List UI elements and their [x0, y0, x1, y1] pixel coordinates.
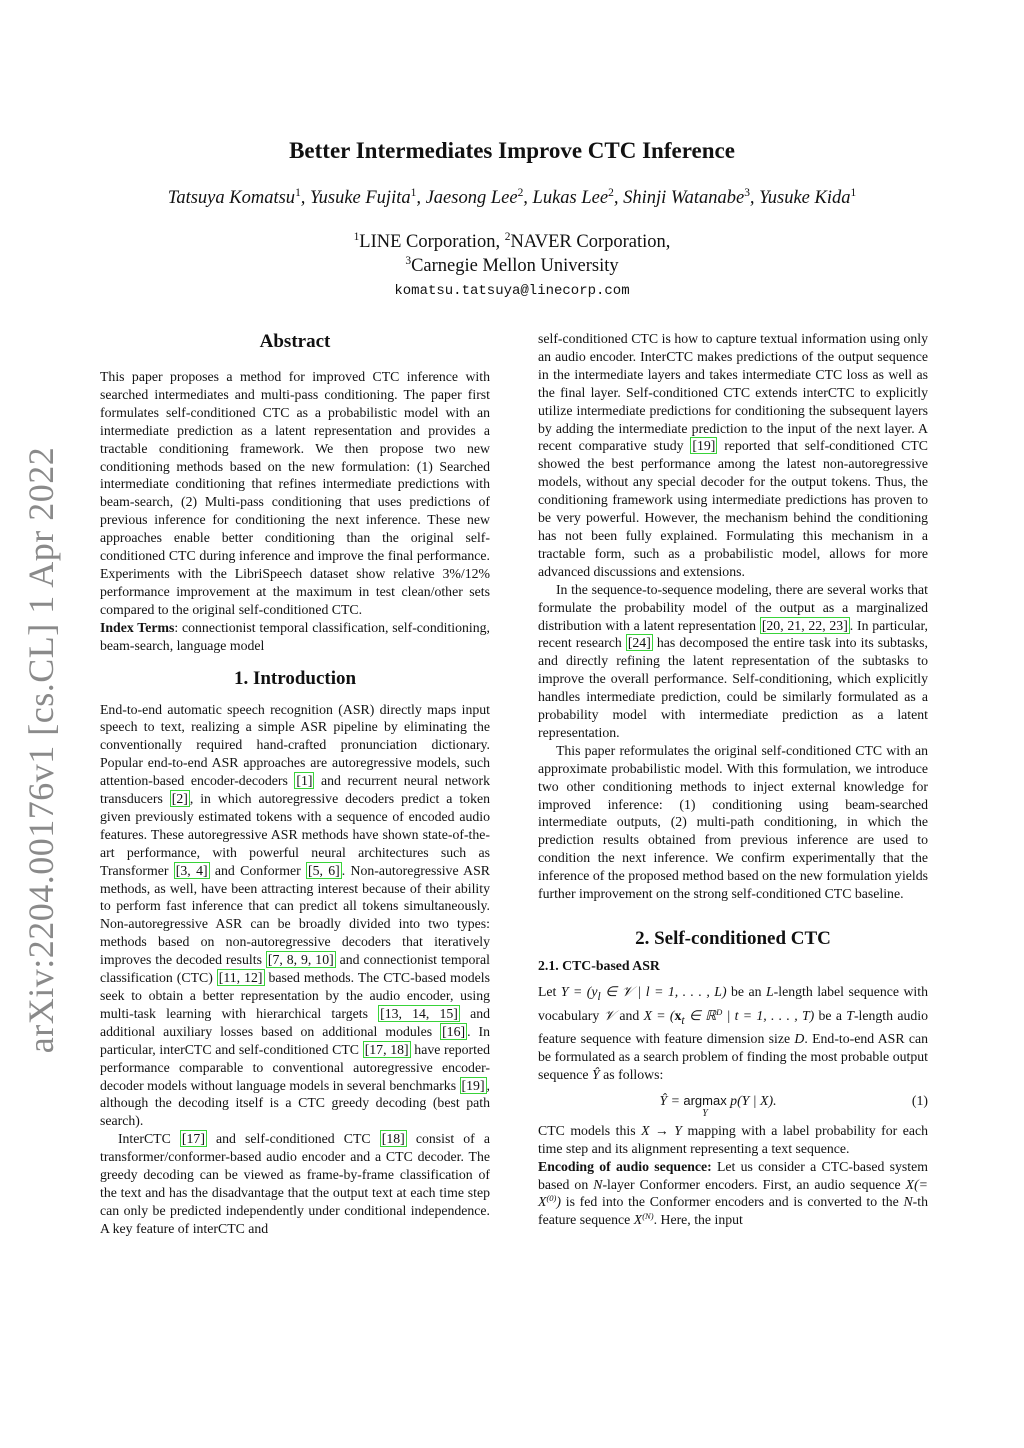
citation-link[interactable]: [3, 4] [175, 862, 208, 878]
citation-link[interactable]: [2] [171, 791, 188, 807]
intro-paragraph-5: This paper reformulates the original self-conditioned CTC with an approximate probabilistic model. With this formulation, we introduce two other conditioning methods to inject external knowledge for improved inference: (1) conditioning using beam-searched intermediate outputs, (2) multi-path conditioning, in which the prediction results obtained from previous inference are used to condition the next inference. We confirm experimentally that the inference of the proposed method based on the new formulation yields further improvement on the strong self-conditioned CTC baseline. [538, 742, 928, 902]
author-name: Tatsuya Komatsu [167, 188, 296, 208]
index-terms: Index Terms: connectionist temporal classification, self-conditioning, beam-search, language model [100, 619, 491, 653]
affiliation-line-2: $^3$Carnegie Mellon University [405, 255, 619, 276]
section-2-paragraph-3: Encoding of audio sequence: Let us consider a CTC-based system based on N-layer Conformer encoders. First, an audio sequence $X(= X^{(0)})$ is fed into the Conformer encoders and is converted to the N-th feature sequence $X^{(N)}$. Here, the input [538, 1158, 928, 1228]
author-name: Shinji Watanabe [623, 188, 745, 208]
intro-paragraph-1: End-to-end automatic speech recognition (ASR) directly maps input speech to text, realizing a simple ASR pipeline by eliminating the conventionally required hand-crafted pronunciation dictionary. Popular end-to-end ASR approaches are autoregressive models, such attention-based encoder-decoders [1] and recurrent neural network transducers [2] , in which autoregressive decoders predict a token given previously estimated tokens with a sequence of encoded audio features. These autoregressive ASR methods have shown state-of-the-art performance, with powerful neural architectures such as Transformer [3, 4] and Conformer [5, 6] . Non-autoregressive ASR methods, as well, have been attracting interest because of their ability to perform fast inference that can predict all tokens simultaneously. Non-autoregressive ASR can be broadly divided into two types: methods based on non-autoregressive decoders that iteratively improves the decoded results [7, 8, 9, 10] and connectionist temporal classification (CTC) [11, 12] based methods. The CTC-based models seek to obtain a better representation by the audio encoder, using multi-task learning with hierarchical targets [13, 14, 15] and additional auxiliary losses based on additional modules [16] . In particular, interCTC and self-conditioned CTC [17, 18] have reported performance comparable to conventional autoregressive encoder-decoder models without language models in several benchmarks [19] , although the decoding itself is a CTC greedy decoding (best path search). [100, 701, 490, 1129]
intro-paragraph-3: self-conditioned CTC is how to capture textual information using only an audio encoder. InterCTC makes predictions of the output sequence in the intermediate layers and takes intermediate CTC loss as well as the final layer. Self-conditioned CTC extends interCTC to explicitly utilize intermediate predictions for conditioning the subsequent layers by adding the intermediate prediction to the input of the next layer. A recent comparative study [19] reported that self-conditioned CTC showed the best performance among the latest non-autoregressive models, without any special decoder for the output tokens. Thus, the conditioning framework using intermediate predictions has proven to be very powerful. However, the mechanism behind the conditioning has not been fully explained. Formulating this mechanism in a tractable form, such as a probabilistic model, allows for more advanced discussions and extensions. [538, 331, 928, 579]
abstract-heading: Abstract [259, 331, 331, 352]
equation-1: Ŷ = argmax Y p(Y | X). (1) [659, 1092, 928, 1119]
author-name: Lukas Lee [532, 188, 609, 208]
paper-title: Better Intermediates Improve CTC Inference [289, 138, 735, 163]
author-affil: 1 [410, 187, 417, 200]
author-affil: 1 [850, 187, 857, 200]
citation-link[interactable]: [24] [627, 635, 651, 651]
author-name: Yusuke Fujita [310, 188, 411, 208]
citation-link[interactable]: [16] [442, 1023, 466, 1039]
citation-link[interactable]: [1] [296, 773, 313, 789]
citation-link[interactable]: [7, 8, 9, 10] [267, 952, 334, 968]
paragraph-label: Encoding of audio sequence: [538, 1158, 712, 1174]
arxiv-stamp-text: arXiv:2204.00176v1 [cs.CL] 1 Apr 2022 [21, 446, 61, 1054]
author-affil: 1 [295, 187, 301, 200]
section-2-paragraph-1: Let $Y = (y_l$ ∈ 𝒱 | l = 1, . . . , L) be an L-length label sequence with vocabulary 𝒱 and $X = (x_t$ ∈ ℝ$^D$ | t = 1, . . . , T) be a T-length audio feature sequence with feature dimension size D. End-to-end ASR can be formulated as a search problem of finding the most probable output sequence Ŷ as follows: [538, 983, 929, 1083]
author-affil: 3 [744, 187, 750, 200]
abstract-text: This paper proposes a method for improved CTC inference with searched intermediates and multi-pass conditioning. The paper first formulates self-conditioned CTC as a probabilistic model with an intermediate prediction as a latent representation and provides a tractable conditioning framework. We then propose two new conditioning methods based on the new formulation: (1) Searched intermediate conditioning that refines intermediate predictions with beam-search, (2) Multi-pass conditioning that uses predictions of previous inference for conditioning the next inference. These new approaches enable better conditioning than the original self-conditioned CTC during inference and improve the final performance. Experiments with the LibriSpeech dataset show relative 3%/12% performance improvement at the maximum in test clean/other sets compared to the original self-conditioned CTC. [100, 369, 490, 617]
intro-paragraph-2: InterCTC [17] and self-conditioned CTC [18] consist of a transformer/conformer-based audio encoder and a CTC decoder. The greedy decoding can be viewed as frame-by-frame classification of the text and has the disadvantage that the output text at each time step can only be predicted independently under conditional independence. A key feature of interCTC and [100, 1131, 491, 1236]
author-list: Tatsuya Komatsu$^1$, Yusuke Fujita$^1$, Jaesong Lee$^2$, Lukas Lee$^2$, Shinji Watanabe$^3$, Yusuke Kida$^1$ [167, 187, 857, 208]
author-affil: 2 [608, 187, 614, 200]
citation-link[interactable]: [20, 21, 22, 23] [761, 617, 848, 633]
citation-link[interactable]: [19] [461, 1077, 485, 1093]
arxiv-watermark [8, 446, 74, 1054]
author-affil: 2 [517, 187, 524, 200]
citation-link[interactable]: [18] [381, 1131, 405, 1147]
intro-paragraph-4: In the sequence-to-sequence modeling, there are several works that formulate the probability model of the output as a marginalized distribution with a latent representation [20, 21, 22, 23] . In particular, recent research [24] has decomposed the entire task into its subtasks, and directly refining the latent representation of the subtasks to improve the overall performance. Self-conditioning, which explicitly handles intermediate prediction, could be similarly formulated as a probability model with intermediate prediction as a latent representation. [538, 581, 928, 740]
citation-link[interactable]: [5, 6] [308, 862, 340, 878]
author-name: Yusuke Kida [759, 188, 851, 208]
citation-link[interactable]: [11, 12] [218, 970, 263, 986]
citation-link[interactable]: [13, 14, 15] [380, 1005, 458, 1021]
equation-number: (1) [911, 1092, 928, 1108]
section-2-heading: 2. Self-conditioned CTC [635, 928, 831, 949]
citation-link[interactable]: [17, 18] [364, 1041, 409, 1057]
introduction-heading: 1. Introduction [233, 667, 357, 689]
author-name: Jaesong Lee [425, 188, 518, 208]
argmax-operator: argmax Y [683, 1092, 727, 1119]
affiliation-line-1: $^1$LINE Corporation, $^2$NAVER Corporation, [353, 231, 671, 252]
section-2-paragraph-2: CTC models this X → Y mapping with a label probability for each time step and its alignment representing a text sequence. [538, 1122, 928, 1156]
citation-link[interactable]: [19] [692, 438, 716, 454]
right-column [538, 330, 928, 1229]
subsection-2-1-heading: 2.1. CTC-based ASR [538, 958, 660, 973]
citation-link[interactable]: [17] [181, 1131, 205, 1147]
left-column [100, 330, 490, 1238]
contact-email: komatsu.tatsuya@linecorp.com [394, 283, 630, 299]
